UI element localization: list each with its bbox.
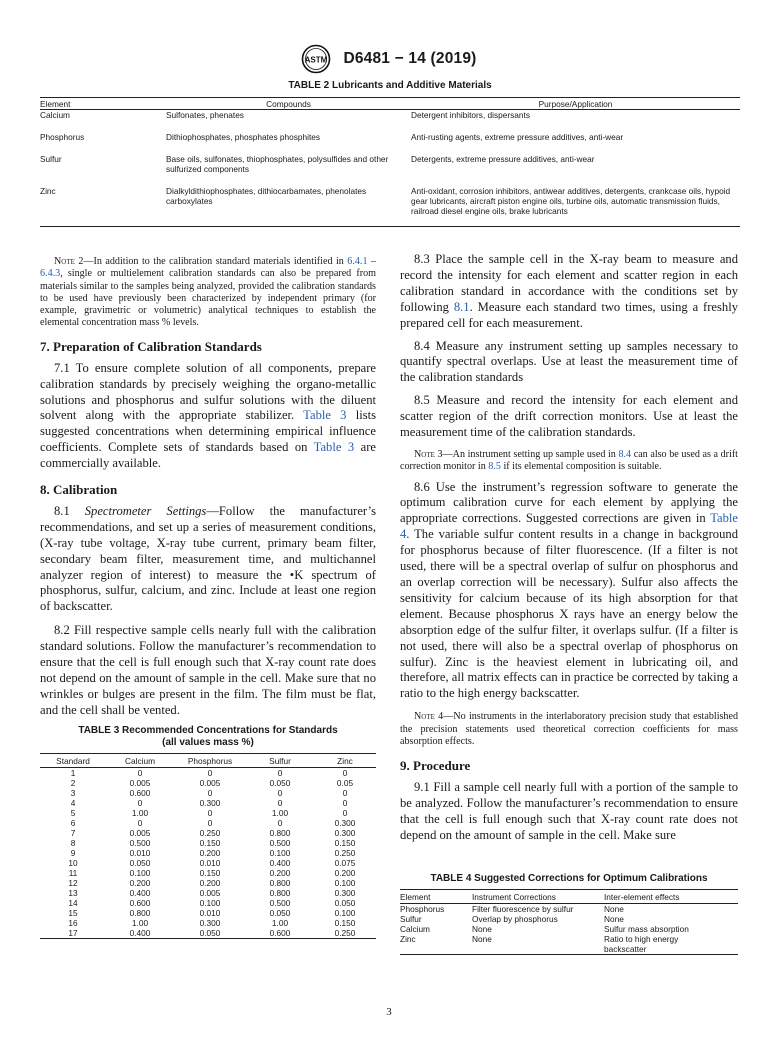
table-cell: 0.100	[129, 868, 151, 878]
table-row	[40, 848, 376, 858]
table-cell: 0.800	[269, 878, 291, 888]
paragraph-8-3	[400, 252, 738, 332]
table-row	[40, 788, 376, 798]
table-cell: 8	[70, 838, 76, 848]
table-cell: 0.500	[269, 898, 291, 908]
table-cell: 0	[207, 768, 213, 778]
table-row	[400, 924, 738, 934]
table-2-header: Purpose/Application	[411, 98, 740, 110]
table-cell: Calcium	[40, 110, 70, 120]
table-cell: 0.300	[334, 818, 356, 828]
table-cell: Detergents, extreme pressure additives, anti-wear	[411, 154, 595, 164]
table-cell: 0	[207, 818, 213, 828]
right-column	[400, 252, 738, 844]
table-cell: 0	[137, 818, 143, 828]
table-cell: 1.00	[131, 808, 149, 818]
table-cell: 0.400	[129, 928, 151, 938]
note-text: , single or multielement calibration standards can also be prepared from materials similar to the samples being analyzed, provided the calibration standards to be used have previously been characterized by independent primary (for example, gravimetric or volumetric) analytical techniques to establish the elemental concentration mass % levels.	[40, 268, 376, 329]
table-cell: 0	[277, 818, 283, 828]
table-cell: 0.150	[199, 838, 221, 848]
table-cell: 0.300	[199, 798, 221, 808]
table-cell: 1.00	[271, 808, 289, 818]
table-cell: 0	[342, 768, 348, 778]
table-cell: None	[472, 924, 492, 934]
table-link[interactable]: Table 3	[313, 440, 355, 455]
table-cell: 2	[70, 778, 76, 788]
table-cell: 0	[342, 788, 348, 798]
table-cell: 0.050	[199, 928, 221, 938]
table-row	[400, 904, 738, 915]
table-cell: Anti-oxidant, corrosion inhibitors, antiwear additives, detergents, crankcase oils, hypoid gear lubricants, aircraft piston engine oils, turbine oils, automatic transmission fluids, railroad diesel engine oils, brake lubricants	[411, 186, 731, 216]
table-cell: 0.100	[199, 898, 221, 908]
document-id: D6481 − 14 (2019)	[343, 50, 477, 67]
paragraph-text: are commercially available.	[40, 440, 376, 471]
note-label: Note 2	[54, 256, 84, 267]
table-row	[400, 934, 738, 955]
table-3-grid	[40, 753, 376, 939]
table-3-caption-line: TABLE 3 Recommended Concentrations for Standards	[78, 725, 338, 736]
section-link[interactable]: 8.5	[488, 461, 501, 473]
table-cell: 17	[68, 928, 78, 938]
table-cell: 0	[342, 798, 348, 808]
table-row	[40, 132, 740, 154]
section-link[interactable]: 6.4.1	[347, 256, 368, 267]
table-2-caption: TABLE 2 Lubricants and Additive Materials	[288, 80, 492, 91]
table-3-header: Standard	[40, 754, 106, 768]
table-cell: Overlap by phosphorus	[472, 914, 558, 924]
table-cell: 0	[277, 768, 283, 778]
svg-text:ASTM: ASTM	[305, 55, 328, 65]
table-cell: 0.200	[199, 878, 221, 888]
table-cell: 16	[68, 918, 78, 928]
table-cell: Sulfur mass absorption	[604, 924, 689, 934]
note-label: Note 4	[414, 711, 444, 723]
table-row	[40, 768, 376, 779]
table-cell: 0.250	[334, 848, 356, 858]
table-row	[40, 838, 376, 848]
table-3-header: Sulfur	[246, 754, 314, 768]
table-3-caption	[40, 725, 376, 749]
table-cell: None	[604, 914, 624, 924]
paragraph-8-6	[400, 480, 738, 703]
table-cell: 9	[70, 848, 76, 858]
table-3-header: Zinc	[314, 754, 376, 768]
table-row	[40, 898, 376, 908]
table-cell: None	[472, 934, 492, 944]
table-2-header: Element	[40, 98, 166, 110]
table-cell: 0.800	[269, 828, 291, 838]
table-cell: 0.150	[334, 838, 356, 848]
table-cell: 0.005	[199, 778, 221, 788]
table-cell: 0.050	[269, 908, 291, 918]
table-row	[40, 868, 376, 878]
section-8-heading: 8. Calibration	[40, 482, 118, 498]
table-row	[40, 878, 376, 888]
table-row	[40, 110, 740, 133]
table-row	[40, 888, 376, 898]
table-cell: 5	[70, 808, 76, 818]
table-cell: 0	[207, 808, 213, 818]
table-row	[40, 858, 376, 868]
table-3-header: Phosphorus	[174, 754, 246, 768]
table-cell: Sulfur	[40, 154, 62, 164]
table-3-caption-line: (all values mass %)	[162, 737, 254, 748]
note-3	[400, 449, 738, 474]
paragraph-8-4: 8.4 Measure any instrument setting up samples necessary to quantify spectral overlaps. Use at least the measurement time of the calibration standards	[400, 338, 738, 385]
table-cell: Dithiophosphates, phosphates phosphites	[166, 132, 321, 142]
table-cell: 10	[68, 858, 78, 868]
table-cell: 0.400	[129, 888, 151, 898]
table-cell: 0.005	[129, 828, 151, 838]
section-link[interactable]: 8.4	[618, 448, 632, 460]
table-cell: 4	[70, 798, 76, 808]
table-row	[40, 918, 376, 928]
table-cell: 12	[68, 878, 78, 888]
page-number: 3	[386, 1006, 392, 1018]
table-3-header: Calcium	[106, 754, 174, 768]
note-text: can also be used as a drift correction monitor in	[400, 448, 738, 473]
paragraph-8-2: 8.2 Fill respective sample cells nearly full with the calibration standard solutions. Follow the manufacturer’s recommendation to ensure that the cell is full enough such that X-ray count rate does not depend on the amount of sample in the cell. Make sure that no wrinkles or bulges are present in the film. The film must be flat, and the cell shall be vented.	[40, 623, 376, 717]
paragraph-text: 8.3 Place the sample cell in the X-ray beam to measure and record the intensity for each element and scatter region in each calibration standard in accordance with the conditions set by following	[400, 252, 738, 314]
table-row	[400, 914, 738, 924]
table-row	[40, 928, 376, 939]
paragraph-text: —Follow the manufacturer’s recommendations, and set up a series of measurement conditions, (X-ray tube voltage, X-ray tube current, primary beam filter, secondary beam filter, measurement time, and multichannel analyzer region of interest) to measure the •K spectrum of phosphorus, sulfur, calcium, and zinc. Include at least one region of backscatter.	[40, 503, 376, 614]
table-2-grid	[40, 97, 740, 227]
table-3	[40, 725, 376, 939]
left-column	[40, 256, 376, 719]
section-link[interactable]: 6.4.3	[40, 268, 61, 280]
table-cell: 7	[70, 828, 76, 838]
table-cell: 13	[68, 888, 78, 898]
table-cell: 0.150	[199, 868, 221, 878]
table-cell: 0.150	[334, 918, 356, 928]
note-text: –	[367, 256, 377, 267]
table-cell: 0	[277, 798, 283, 808]
table-cell: Detergent inhibitors, dispersants	[411, 110, 530, 120]
table-2	[40, 80, 740, 227]
table-cell: 0.075	[334, 858, 356, 868]
table-2-header: Compounds	[166, 98, 411, 110]
table-cell: 0.200	[199, 848, 221, 858]
table-cell: Phosphorus	[40, 132, 85, 142]
paragraph-text: . Measure each standard two times, using a freshly prepared cell for each measurement.	[400, 299, 739, 330]
table-cell: Zinc	[400, 934, 416, 944]
table-cell: 0	[277, 788, 283, 798]
table-cell: 0.010	[199, 858, 221, 868]
table-cell: 0.005	[129, 778, 151, 788]
table-cell: Base oils, sulfonates, thiophosphates, polysulfides and other sulfurized components	[166, 154, 389, 174]
table-row	[40, 778, 376, 788]
table-cell: 0.300	[199, 918, 221, 928]
table-cell: 0.600	[269, 928, 291, 938]
table-row	[40, 908, 376, 918]
table-cell: Ratio to high energy backscatter	[604, 934, 679, 954]
table-3-body	[40, 768, 376, 939]
table-4-header: Element	[400, 890, 472, 904]
table-cell: Phosphorus	[400, 904, 445, 914]
table-cell: 0.100	[334, 908, 356, 918]
table-cell: 0.200	[334, 868, 356, 878]
note-label: Note 3	[414, 448, 443, 460]
table-cell: 0.250	[199, 828, 221, 838]
table-row	[40, 186, 740, 227]
table-cell: 0.050	[334, 898, 356, 908]
table-cell: 0.500	[129, 838, 151, 848]
table-cell: 11	[68, 868, 78, 878]
table-cell: 1.00	[271, 918, 289, 928]
table-cell: 0.800	[269, 888, 291, 898]
note-text: —An instrument setting up sample used in	[442, 448, 619, 460]
table-cell: 0.400	[269, 858, 291, 868]
table-4	[400, 873, 738, 955]
table-cell: 0	[137, 768, 143, 778]
paragraph-7-1	[40, 361, 376, 472]
table-cell: Sulfur	[400, 914, 422, 924]
table-4-header: Instrument Corrections	[472, 890, 604, 904]
table-cell: 0.800	[129, 908, 151, 918]
table-cell: 0.100	[269, 848, 291, 858]
paragraph-number: 8.1	[54, 503, 85, 518]
table-cell: 0.050	[129, 858, 151, 868]
note-2	[40, 256, 376, 330]
table-cell: 0.100	[334, 878, 356, 888]
section-7-heading: 7. Preparation of Calibration Standards	[40, 338, 262, 354]
section-link[interactable]: 8.1	[453, 299, 470, 314]
table-row	[40, 828, 376, 838]
table-cell: 0.005	[199, 888, 221, 898]
note-text: —In addition to the calibration standard materials identified in	[83, 256, 348, 267]
paragraph-text: . The variable sulfur content results in a change in background for phosphorus because of filter fluorescence. (If a filter is not used, there will be a spectral overlap of sulfur on phosphorus and an overlap correction will be necessary). Sulfur also affects the sensitivity for calcium because of its high absorption for that element. Because phosphorus X rays have an energy below the absorption edge of the sulfur filter, it overlaps sulfur. (If a filter is not used, there will also be a spectral overlap of phosphorus on sulfur). Zinc is the heaviest element in lubricating oil, and therefore, all matrix effects can in practice be corrected by taking a ratio to the high energy backscatter.	[400, 527, 738, 701]
table-cell: Sulfonates, phenates	[166, 110, 244, 120]
table-cell: Anti-rusting agents, extreme pressure additives, anti-wear	[411, 132, 624, 142]
table-cell: Dialkyldithiophosphates, dithiocarbamates, phenolates carboxylates	[166, 186, 367, 206]
paragraph-text: 7.1 To ensure complete solution of all components, prepare calibration standards by precisely weighing the organo-metallic solutions and phosphorus and sulfur solutions with the diluent solvent along with the appropriate stabilizer.	[40, 360, 376, 423]
table-cell: 0.010	[199, 908, 221, 918]
table-cell: 0	[342, 808, 348, 818]
table-row	[40, 798, 376, 808]
table-4-caption: TABLE 4 Suggested Corrections for Optimum Calibrations	[430, 873, 708, 884]
table-4-grid	[400, 889, 738, 955]
page-header	[0, 44, 778, 74]
table-cell: 0	[137, 798, 143, 808]
table-cell: 0.300	[334, 888, 356, 898]
table-3-header-row	[40, 754, 376, 768]
table-cell: 3	[70, 788, 76, 798]
paragraph-9-1: 9.1 Fill a sample cell nearly full with a portion of the sample to be analyzed. Follow the manufacturer’s recommendation to ensure that the cell is full enough such that X-ray count rate does not depend on the amount of sample in the cell. Make sure	[400, 780, 738, 842]
table-cell: 15	[68, 908, 78, 918]
table-cell: 0.300	[334, 828, 356, 838]
table-link[interactable]: Table 3	[303, 408, 347, 423]
table-cell: 0.05	[336, 778, 354, 788]
paragraph-8-1	[40, 504, 376, 615]
note-4	[400, 711, 738, 748]
table-cell: Calcium	[400, 924, 430, 934]
paragraph-text: 8.6 Use the instrument’s regression software to generate the optimum calibration curve for each element by applying the appropriate corrections. Suggested corrections are given in	[400, 479, 738, 526]
table-cell: 0.250	[334, 928, 356, 938]
table-cell: 0.500	[269, 838, 291, 848]
table-4-header: Inter-element effects	[604, 890, 738, 904]
astm-logo-icon	[301, 44, 331, 74]
table-cell: Filter fluorescence by sulfur	[472, 904, 574, 914]
table-cell: 0.600	[129, 898, 151, 908]
table-cell: 0.600	[129, 788, 151, 798]
table-link[interactable]: Table 4	[400, 511, 738, 542]
table-cell: 0.050	[269, 778, 291, 788]
section-9-heading: 9. Procedure	[400, 758, 471, 774]
table-cell: 0.200	[129, 878, 151, 888]
table-cell: 0	[207, 788, 213, 798]
table-cell: 0.200	[269, 868, 291, 878]
table-4-header-row	[400, 890, 738, 904]
table-2-header-row	[40, 98, 740, 110]
table-cell: Zinc	[40, 186, 56, 196]
table-row	[40, 154, 740, 186]
note-text: —No instruments in the interlaboratory precision study that established the precision statements used theoretical correction coefficients for mass absorption effects.	[400, 711, 738, 747]
note-text: if its elemental composition is suitable.	[500, 461, 662, 473]
table-row	[40, 818, 376, 828]
table-cell: 6	[70, 818, 76, 828]
table-cell: 1	[70, 768, 76, 778]
paragraph-subtitle: Spectrometer Settings	[84, 503, 207, 518]
paragraph-text: lists suggested concentrations when determining empirical influence coefficients. Complete sets of standards based on	[40, 408, 377, 455]
paragraph-8-5: 8.5 Measure and record the intensity for each element and scatter region of the drift correction monitors. Use at least the measurement time of the calibration standards.	[400, 393, 738, 440]
table-cell: 0.010	[129, 848, 151, 858]
table-row	[40, 808, 376, 818]
table-cell: None	[604, 904, 624, 914]
table-cell: 1.00	[131, 918, 149, 928]
table-cell: 14	[68, 898, 78, 908]
